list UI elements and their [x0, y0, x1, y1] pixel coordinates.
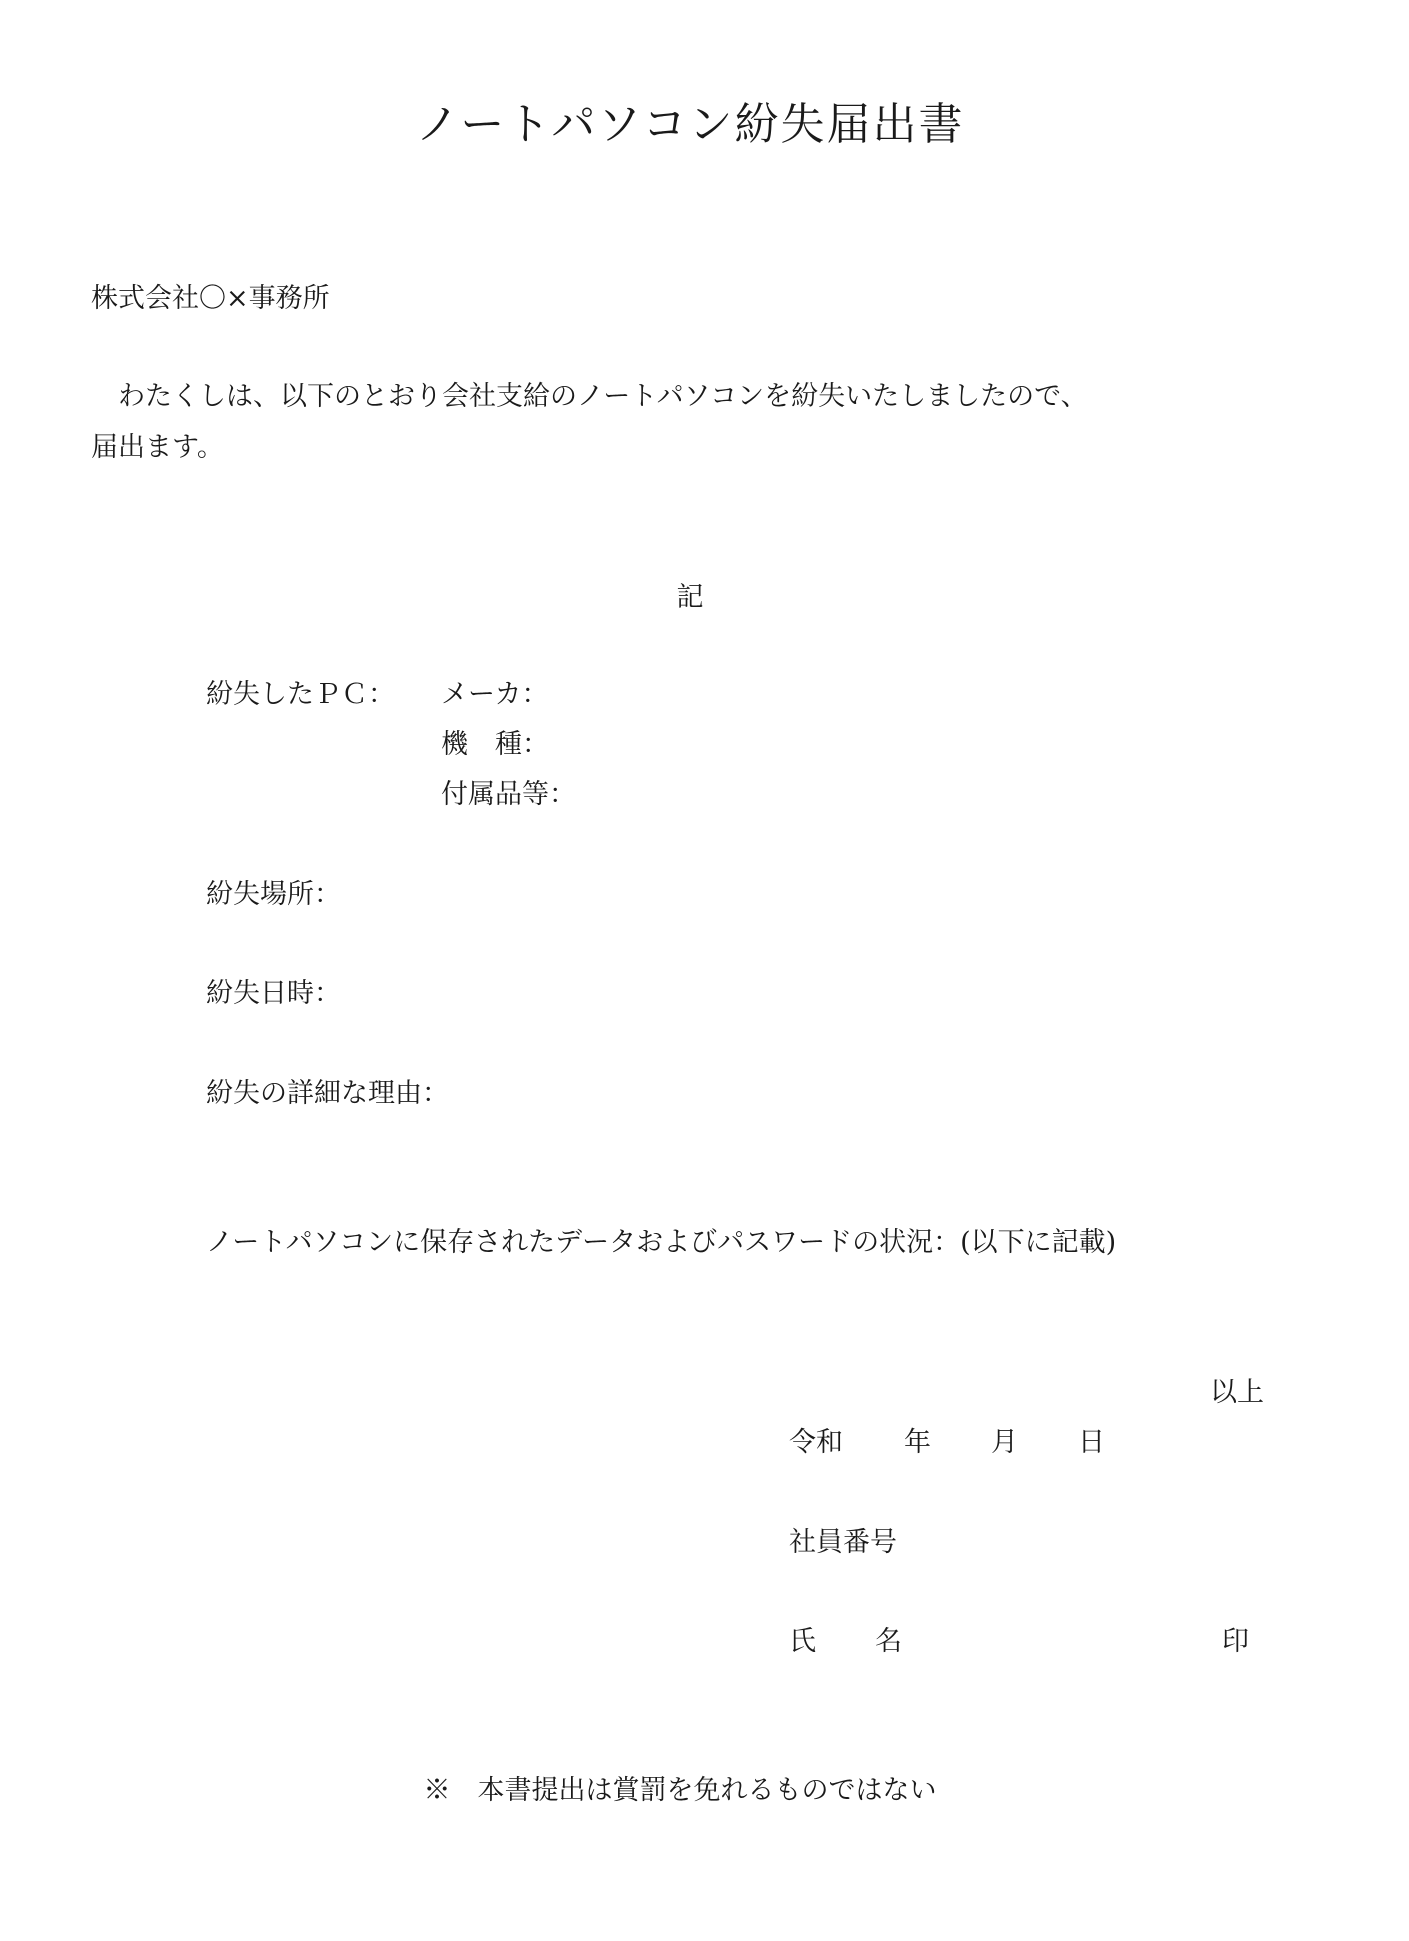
intro-line-1: わたくしは、以下のとおり会社支給のノートパソコンを紛失いたしましたので、 [91, 381, 1088, 412]
lost-datetime-label: 紛失日時： [206, 978, 341, 1009]
lost-reason-label: 紛失の詳細な理由： [206, 1078, 449, 1109]
date-era: 令和 [789, 1427, 843, 1458]
date-day: 日 [1078, 1427, 1105, 1458]
name-label-2: 名 [875, 1626, 902, 1657]
lost-place-label: 紛失場所： [206, 879, 341, 910]
data-status-label: ノートパソコンに保存されたデータおよびパスワードの状況：(以下に記載) [206, 1227, 1117, 1258]
closing-ijo: 以上 [1210, 1377, 1264, 1408]
intro-line-2: 届出ます。 [91, 432, 224, 463]
model-label: 機 種： [441, 729, 549, 760]
employee-number-label: 社員番号 [789, 1527, 897, 1558]
seal-label: 印 [1222, 1626, 1249, 1657]
ki-heading: 記 [676, 582, 704, 613]
name-label-1: 氏 [789, 1626, 816, 1657]
date-month: 月 [991, 1427, 1018, 1458]
maker-label: メーカ： [441, 679, 549, 710]
footer-note: ※ 本書提出は賞罰を免れるものではない [423, 1775, 937, 1806]
accessories-label: 付属品等： [441, 779, 576, 810]
date-year: 年 [904, 1427, 931, 1458]
document-title: ノートパソコン紛失届出書 [415, 99, 965, 150]
recipient: 株式会社〇×事務所 [91, 283, 330, 314]
lost-pc-label: 紛失したＰＣ： [206, 679, 395, 710]
